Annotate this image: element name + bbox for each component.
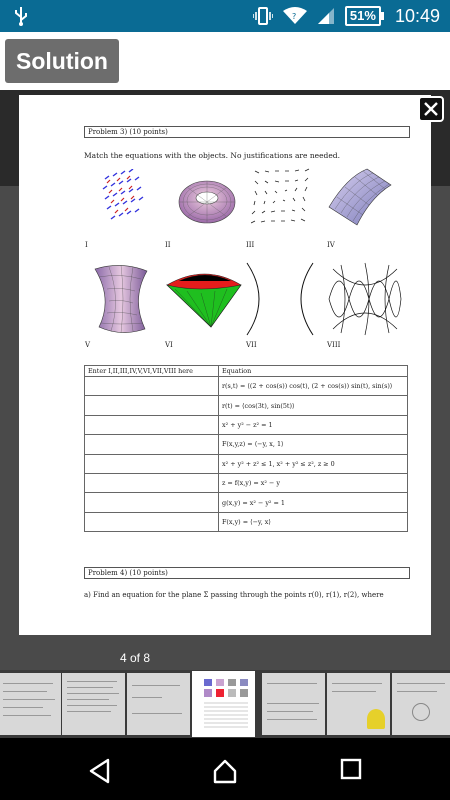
- home-icon[interactable]: [212, 758, 238, 784]
- answer-cell: [85, 512, 219, 531]
- problem4-part-a: a) Find an equation for the plane Σ passing through the points r(0), r(1), r(2), where: [84, 591, 384, 599]
- back-icon[interactable]: [88, 758, 112, 784]
- close-icon: [422, 100, 440, 118]
- figure-4-surface: [327, 167, 393, 227]
- figure-3-label: III: [246, 241, 255, 249]
- figure-1-label: I: [85, 241, 88, 249]
- status-bar: [0, 0, 450, 32]
- answer-cell: [85, 454, 219, 473]
- page-indicator: 4 of 8: [120, 651, 151, 665]
- table-row: [85, 454, 408, 473]
- figure-6-cone-wedge: [165, 271, 243, 331]
- figure-3-vector-field-2d: [251, 167, 315, 231]
- figure-8-label: VIII: [327, 341, 341, 349]
- table-row: [85, 435, 408, 454]
- figure-6-label: VI: [165, 341, 173, 349]
- figure-2-label: II: [165, 241, 171, 249]
- wifi-icon: [283, 7, 307, 25]
- figure-5-hyperboloid: [91, 263, 151, 335]
- table-header-row: [85, 366, 408, 377]
- navigation-bar: [0, 738, 450, 800]
- solution-button[interactable]: Solution: [5, 39, 119, 83]
- equation-cell: g(x,y) = x² − y² = 1: [219, 493, 408, 512]
- equation-cell: x² + y² − z² = 1: [219, 415, 408, 434]
- table-row: [85, 493, 408, 512]
- header-equation: Equation: [219, 366, 408, 377]
- table-row: [85, 377, 408, 396]
- header-answer: Enter I,II,III,IV,V,VI,VII,VIII here: [85, 366, 219, 377]
- equation-cell: z = f(x,y) = x² − y: [219, 473, 408, 492]
- document-viewer[interactable]: [0, 90, 450, 670]
- page-thumbnail[interactable]: [127, 673, 190, 735]
- page-thumbnail[interactable]: [0, 673, 61, 735]
- app-bar: [0, 32, 450, 90]
- instruction-text: Match the equations with the objects. No justifications are needed.: [84, 151, 340, 160]
- usb-icon: [14, 6, 28, 26]
- recents-icon[interactable]: [340, 758, 362, 780]
- table-row: [85, 396, 408, 415]
- answer-cell: [85, 396, 219, 415]
- figure-1-vector-field-3d: [97, 169, 155, 229]
- table-row: [85, 473, 408, 492]
- table-row: [85, 415, 408, 434]
- figure-4-label: IV: [327, 241, 335, 249]
- matching-table: [84, 365, 408, 532]
- figure-2-torus: [177, 177, 237, 227]
- answer-cell: [85, 415, 219, 434]
- answer-cell: [85, 493, 219, 512]
- svg-text:?: ?: [291, 12, 297, 21]
- figure-5-label: V: [85, 341, 91, 349]
- page-thumbnail[interactable]: [62, 673, 125, 735]
- signal-icon: [317, 7, 335, 25]
- figure-8-lissajous: [325, 261, 405, 337]
- page-thumbnail[interactable]: [262, 673, 325, 735]
- document-page[interactable]: [19, 95, 431, 635]
- table-row: [85, 512, 408, 531]
- equation-cell: F(x,y) = ⟨−y, x⟩: [219, 512, 408, 531]
- battery-indicator: 51%: [345, 6, 381, 26]
- problem3-title: Problem 3) (10 points): [84, 126, 410, 138]
- answer-cell: [85, 377, 219, 396]
- close-button[interactable]: [418, 96, 444, 122]
- current-page-preview: [194, 673, 253, 735]
- equation-cell: r(t) = ⟨cos(3t), sin(5t)⟩: [219, 396, 408, 415]
- page-thumbnail[interactable]: [392, 673, 450, 735]
- answer-cell: [85, 435, 219, 454]
- answer-cell: [85, 473, 219, 492]
- page-thumbnail-current[interactable]: [192, 671, 255, 737]
- equation-cell: x² + y² + z² ≤ 1, x² + y² ≤ z², z ≥ 0: [219, 454, 408, 473]
- clock: 10:49: [394, 5, 440, 26]
- equation-cell: F(x,y,z) = ⟨−y, x, 1⟩: [219, 435, 408, 454]
- figure-7-hyperbola: [245, 261, 315, 337]
- vibrate-icon: [253, 7, 273, 25]
- problem4-title: Problem 4) (10 points): [84, 567, 410, 579]
- figure-7-label: VII: [246, 341, 257, 349]
- equation-cell: r(s,t) = ⟨(2 + cos(s)) cos(t), (2 + cos(s)) sin(t), sin(s)⟩: [219, 377, 408, 396]
- page-thumbnail[interactable]: [327, 673, 390, 735]
- thumbnail-strip[interactable]: [0, 670, 450, 738]
